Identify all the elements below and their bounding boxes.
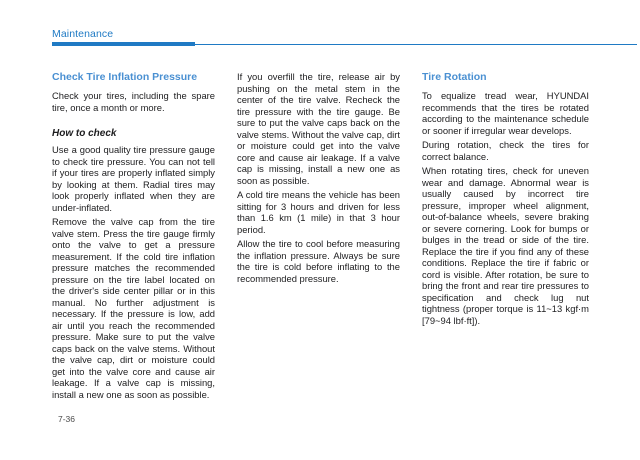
body-paragraph: If you overfill the tire, release air by pushing on the metal stem in the center of the tire valve. Recheck the tire pressure with the tire gauge. Be sure to put the valve caps back on the valve stems. Without the valve cap, dirt or moisture could get into the valve core and cause air leakage. If a valve cap is missing, install a new one as soon as possible. (237, 71, 400, 186)
body-paragraph: Remove the valve cap from the tire valve stem. Press the tire gauge firmly onto the valve to get a pressure measurement. If the cold tire inflation pressure matches the recommended pressure on the tire label located on the driver's side center pillar or in this manual. No further adjustment is necessary. If the pressure is low, add air until you reach the recommended pressure. Make sure to put the valve caps back on the valve stems. Without the valve cap, dirt or moisture could get into the valve core and cause air leakage. If a valve cap is missing, install a new one as soon as possible. (52, 216, 215, 400)
header-accent-bar (52, 42, 195, 46)
body-paragraph: A cold tire means the vehicle has been sitting for 3 hours and driven for less than 1.6 km (1 mile) in that 3 hour period. (237, 189, 400, 235)
text-column-2 (237, 71, 400, 287)
section-heading: Tire Rotation (422, 71, 487, 83)
body-paragraph: Allow the tire to cool before measuring the inflation pressure. Always be sure the tire is cold before inflating to the recommended pressure. (237, 238, 400, 284)
columns (52, 71, 589, 403)
body-paragraph: Use a good quality tire pressure gauge to check tire pressure. You can not tell if your tires are properly inflated simply by looking at them. Radial tires may look properly inflated when they are under-inflated. (52, 144, 215, 213)
body-paragraph: Check your tires, including the spare tire, once a month or more. (52, 90, 215, 113)
page-header-title: Maintenance (52, 28, 114, 40)
body-paragraph: To equalize tread wear, HYUNDAI recommends that the tires be rotated according to the maintenance schedule or sooner if irregular wear develops. (422, 90, 589, 136)
sub-heading: How to check (52, 128, 117, 139)
body-paragraph: During rotation, check the tires for correct balance. (422, 139, 589, 162)
section-heading: Check Tire Inflation Pressure (52, 71, 198, 83)
text-column-1 (52, 71, 215, 403)
body-paragraph: When rotating tires, check for uneven wear and damage. Abnormal wear is usually caused by incorrect tire pressure, improper wheel alignment, out-of-balance wheels, severe braking or severe cornering. Look for bumps or bulges in the tread or side of the tire. Replace the tire if you find any of these conditions. Replace the tire if fabric or cord is visible. After rotation, be sure to bring the front and rear tire pressures to specification and check lug nut tightness (proper torque is 11~13 kgf·m [79~94 lbf·ft]). (422, 165, 589, 326)
text-column-3 (422, 71, 589, 329)
page-number: 7-36 (58, 414, 76, 424)
header-rule-line (195, 44, 637, 45)
